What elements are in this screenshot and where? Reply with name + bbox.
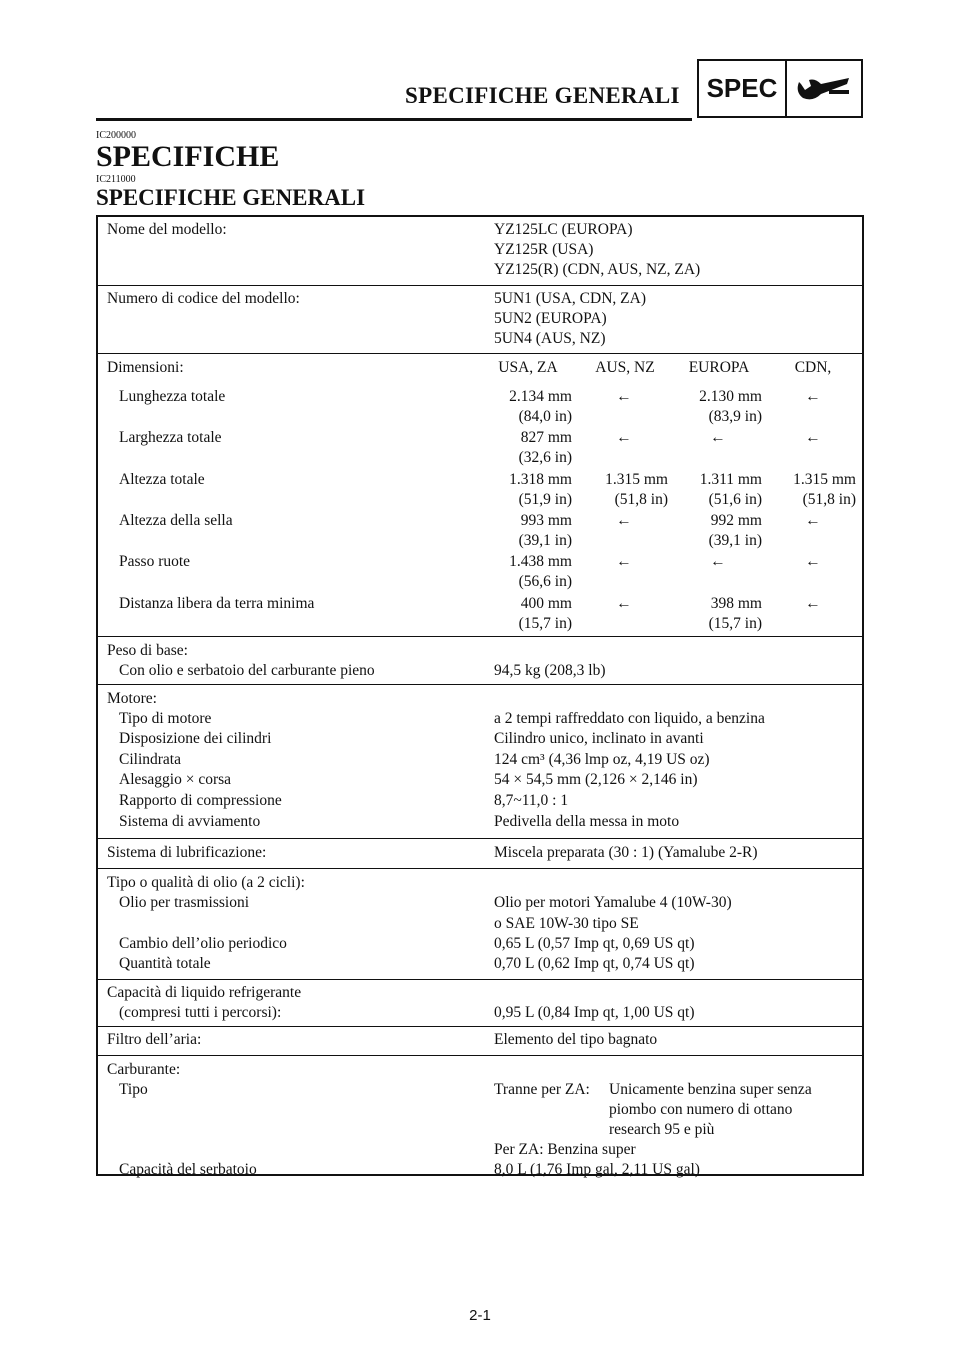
- dimension-row-label: Larghezza totale: [119, 429, 222, 446]
- spec-table: [96, 215, 864, 1176]
- fuel-type-line: Unicamente benzina super senza: [609, 1081, 812, 1098]
- dimension-imperial-value: (39,1 in): [708, 532, 762, 549]
- model-value: YZ125R (USA): [494, 241, 594, 258]
- coolant-label: Capacità di liquido refrigerante: [107, 984, 302, 1001]
- code-label: Numero di codice del modello:: [107, 290, 300, 307]
- dimension-metric-value: 992 mm: [710, 512, 762, 529]
- oil-trans-value: Olio per motori Yamalube 4 (10W-30): [494, 894, 732, 911]
- same-as-left-arrow: ←: [805, 429, 821, 446]
- dimension-metric-value: 398 mm: [710, 595, 762, 612]
- spec-badge: [697, 59, 863, 118]
- row-divider: [98, 353, 862, 354]
- dimension-imperial-value: (84,0 in): [518, 408, 572, 425]
- header-rule: [96, 118, 692, 121]
- dimension-metric-value: 1.311 mm: [699, 471, 762, 488]
- dimension-metric-value: 993 mm: [520, 512, 572, 529]
- column-header: AUS, NZ: [595, 359, 655, 376]
- same-as-left-arrow: ←: [710, 553, 726, 570]
- subsection-title: SPECIFICHE GENERALI: [96, 185, 366, 210]
- dimension-metric-value: 1.438 mm: [509, 553, 572, 570]
- engine-row-value: a 2 tempi raffreddato con liquido, a benzina: [494, 710, 765, 727]
- same-as-left-arrow: ←: [805, 553, 821, 570]
- oil-total-label: Quantità totale: [119, 955, 211, 972]
- dimension-imperial-value: (51,9 in): [518, 491, 572, 508]
- dimension-metric-value: 1.318 mm: [509, 471, 572, 488]
- fuel-label: Carburante:: [107, 1061, 181, 1078]
- dimension-imperial-value: (83,9 in): [708, 408, 762, 425]
- dimension-metric-value: 1.315 mm: [793, 471, 856, 488]
- dimension-metric-value: 400 mm: [520, 595, 572, 612]
- dimension-row-label: Distanza libera da terra minima: [119, 595, 315, 612]
- section-title: SPECIFICHE: [96, 140, 280, 173]
- engine-row-value: 54 × 54,5 mm (2,126 × 2,146 in): [494, 771, 698, 788]
- column-header: USA, ZA: [498, 359, 558, 376]
- model-value: YZ125LC (EUROPA): [494, 221, 633, 238]
- same-as-left-arrow: ←: [616, 595, 632, 612]
- lubrication-label: Sistema di lubrificazione:: [107, 844, 267, 861]
- dimension-imperial-value: (51,6 in): [708, 491, 762, 508]
- dimension-metric-value: 2.134 mm: [509, 388, 572, 405]
- fuel-tank-label: Capacità del serbatoio: [119, 1161, 257, 1178]
- coolant-sub: (compresi tutti i percorsi):: [119, 1004, 282, 1021]
- same-as-left-arrow: ←: [805, 512, 821, 529]
- same-as-left-arrow: ←: [710, 429, 726, 446]
- engine-row-value: Pedivella della messa in moto: [494, 813, 680, 830]
- weight-value: 94,5 kg (208,3 lb): [494, 662, 606, 679]
- lubrication-value: Miscela preparata (30 : 1) (Yamalube 2-R): [494, 844, 758, 861]
- coolant-value: 0,95 L (0,84 Imp qt, 1,00 US qt): [494, 1004, 695, 1021]
- column-header: EUROPA: [688, 359, 750, 376]
- oil-periodic-label: Cambio dell’olio periodico: [119, 935, 287, 952]
- fuel-type-label: Tipo: [119, 1081, 148, 1098]
- engine-row-value: 8,7~11,0 : 1: [494, 792, 569, 809]
- row-divider: [98, 684, 862, 685]
- fuel-za-value: Per ZA: Benzina super: [494, 1141, 636, 1158]
- fuel-type-line: piombo con numero di ottano: [609, 1101, 793, 1118]
- column-header: CDN,: [794, 359, 832, 376]
- row-divider: [98, 838, 862, 839]
- subsection-code: IC211000: [96, 174, 136, 185]
- engine-label: Motore:: [107, 690, 157, 707]
- oil-label: Tipo o qualità di olio (a 2 cicli):: [107, 874, 305, 891]
- row-divider: [98, 979, 862, 980]
- oil-trans-value: o SAE 10W-30 tipo SE: [494, 915, 639, 932]
- same-as-left-arrow: ←: [805, 595, 821, 612]
- same-as-left-arrow: ←: [616, 388, 632, 405]
- dimension-metric-value: 2.130 mm: [699, 388, 762, 405]
- dimension-row-label: Passo ruote: [119, 553, 191, 570]
- spec-badge-label: SPEC: [699, 61, 787, 116]
- dimension-imperial-value: (15,7 in): [518, 615, 572, 632]
- dimension-row-label: Lunghezza totale: [119, 388, 226, 405]
- dimension-row-label: Altezza della sella: [119, 512, 233, 529]
- dimension-imperial-value: (51,8 in): [802, 491, 856, 508]
- same-as-left-arrow: ←: [616, 429, 632, 446]
- row-divider: [98, 1026, 862, 1027]
- air-filter-value: Elemento del tipo bagnato: [494, 1031, 658, 1048]
- engine-row-label: Tipo di motore: [119, 710, 212, 727]
- engine-row-label: Sistema di avviamento: [119, 813, 261, 830]
- dimension-imperial-value: (32,6 in): [518, 449, 572, 466]
- dimensions-label: Dimensioni:: [107, 359, 184, 376]
- wrench-icon: [791, 70, 857, 108]
- dimension-imperial-value: (56,6 in): [518, 573, 572, 590]
- engine-row-label: Alesaggio × corsa: [119, 771, 232, 788]
- row-divider: [98, 285, 862, 286]
- fuel-type-line: research 95 e più: [609, 1121, 715, 1138]
- dimension-metric-value: 1.315 mm: [605, 471, 668, 488]
- dimension-imperial-value: (15,7 in): [708, 615, 762, 632]
- page-header-title: SPECIFICHE GENERALI: [405, 83, 680, 108]
- air-filter-label: Filtro dell’aria:: [107, 1031, 202, 1048]
- dimension-metric-value: 827 mm: [520, 429, 572, 446]
- weight-label: Peso di base:: [107, 642, 188, 659]
- row-divider: [98, 636, 862, 637]
- code-value: 5UN1 (USA, CDN, ZA): [494, 290, 646, 307]
- row-divider: [98, 1055, 862, 1056]
- fuel-tank-value: 8,0 L (1,76 Imp gal, 2,11 US gal): [494, 1161, 700, 1178]
- section-code: IC200000: [96, 130, 136, 141]
- dimension-imperial-value: (39,1 in): [518, 532, 572, 549]
- model-label: Nome del modello:: [107, 221, 227, 238]
- model-value: YZ125(R) (CDN, AUS, NZ, ZA): [494, 261, 701, 278]
- engine-row-label: Cilindrata: [119, 751, 181, 768]
- engine-row-value: 124 cm³ (4,36 lmp oz, 4,19 US oz): [494, 751, 710, 768]
- oil-periodic-value: 0,65 L (0,57 Imp qt, 0,69 US qt): [494, 935, 695, 952]
- row-divider: [98, 868, 862, 869]
- weight-sub: Con olio e serbatoio del carburante pieno: [119, 662, 375, 679]
- same-as-left-arrow: ←: [805, 388, 821, 405]
- engine-row-value: Cilindro unico, inclinato in avanti: [494, 730, 704, 747]
- engine-row-label: Disposizione dei cilindri: [119, 730, 272, 747]
- same-as-left-arrow: ←: [616, 512, 632, 529]
- dimension-imperial-value: (51,8 in): [614, 491, 668, 508]
- same-as-left-arrow: ←: [616, 553, 632, 570]
- page-number: 2-1: [469, 1307, 491, 1324]
- oil-trans-label: Olio per trasmissioni: [119, 894, 250, 911]
- fuel-type-prefix: Tranne per ZA:: [494, 1081, 590, 1098]
- code-value: 5UN2 (EUROPA): [494, 310, 607, 327]
- dimension-row-label: Altezza totale: [119, 471, 205, 488]
- oil-total-value: 0,70 L (0,62 Imp qt, 0,74 US qt): [494, 955, 695, 972]
- code-value: 5UN4 (AUS, NZ): [494, 330, 606, 347]
- engine-row-label: Rapporto di compressione: [119, 792, 282, 809]
